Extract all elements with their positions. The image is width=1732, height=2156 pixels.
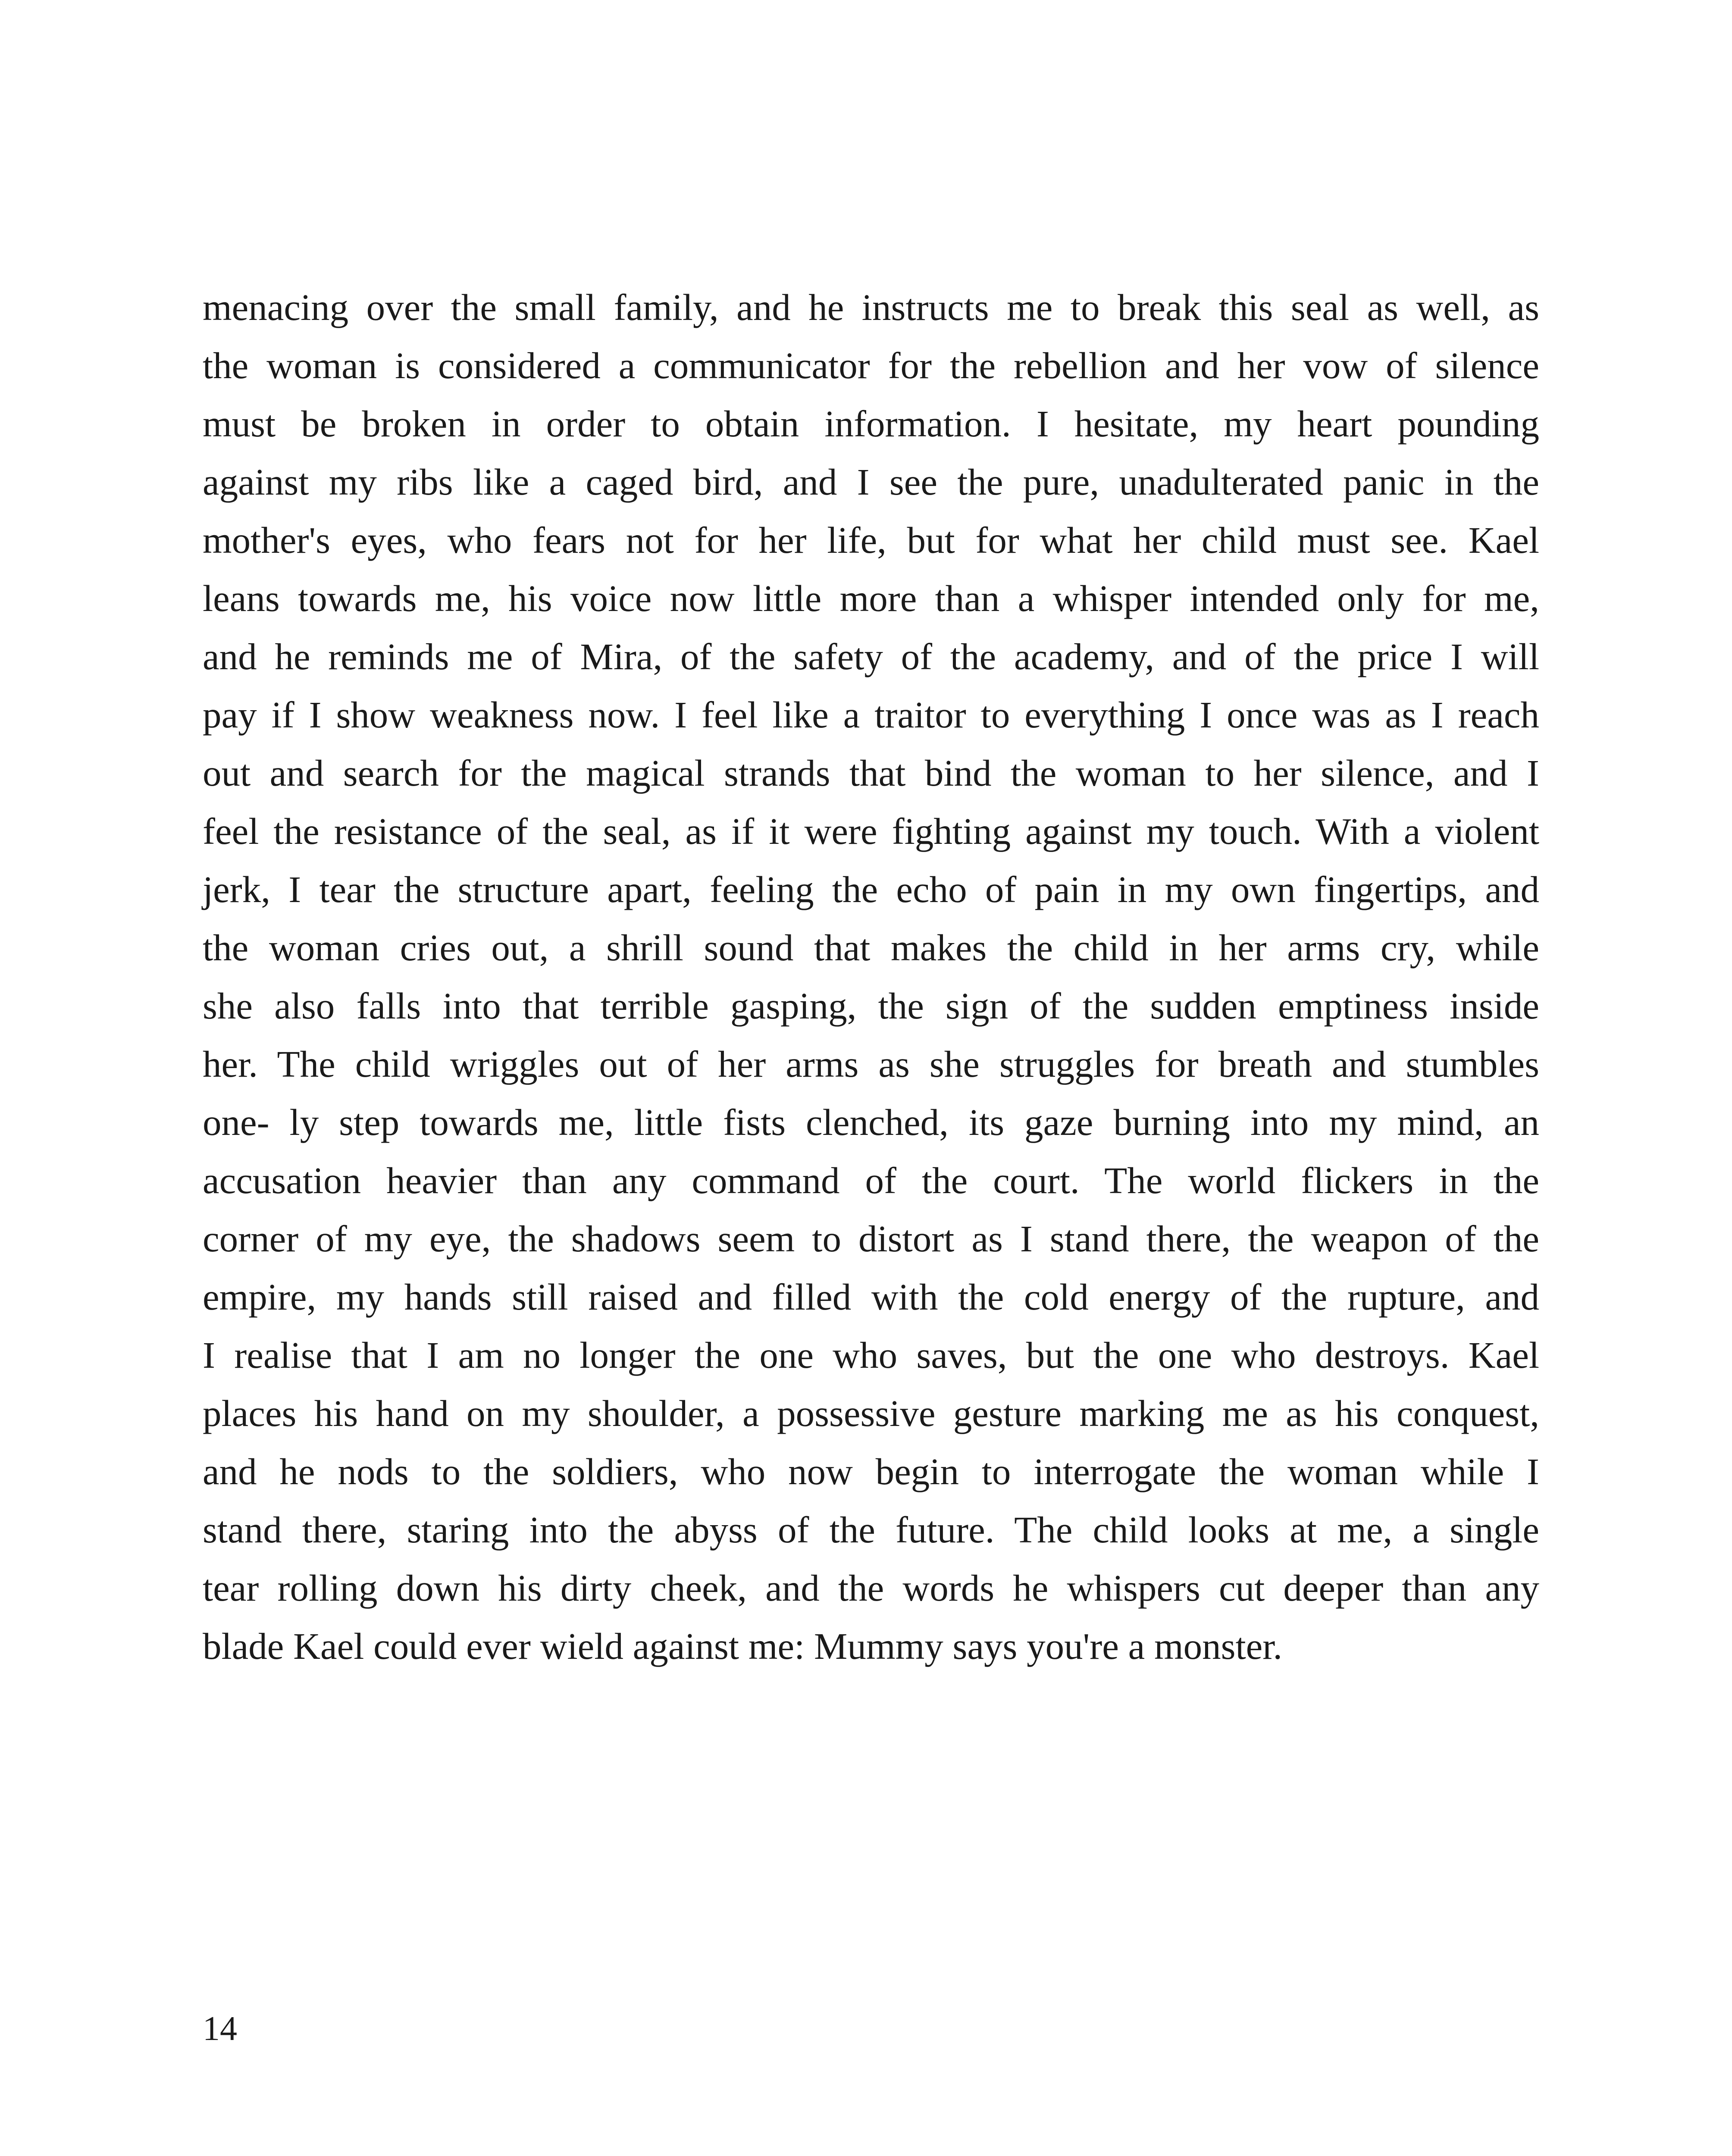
paragraph-line: and he nods to the soldiers, who now begin to interrogate the woman while I [203,1451,1539,1492]
paragraph-line: mother's eyes, who fears not for her life, but for what her child must see. Kael [203,519,1539,561]
page-number: 14 [203,2010,237,2048]
paragraph-line: her. The child wriggles out of her arms as she struggles for breath and stumbles [203,1043,1539,1085]
paragraph-line: tear rolling down his dirty cheek, and the words he whispers cut deeper than any [203,1567,1539,1609]
paragraph-line: accusation heavier than any command of the court. The world flickers in the [203,1159,1539,1201]
paragraph-line: the woman cries out, a shrill sound that makes the child in her arms cry, while [203,927,1539,968]
paragraph-line: and he reminds me of Mira, of the safety of the academy, and of the price I will [203,636,1539,677]
paragraph-line: jerk, I tear the structure apart, feeling the echo of pain in my own fingertips, and [203,868,1539,910]
paragraph-line: leans towards me, his voice now little more than a whisper intended only for me, [203,577,1539,619]
paragraph-line: blade Kael could ever wield against me: Mummy says you're a monster. [203,1625,1283,1667]
paragraph-line: she also falls into that terrible gasping, the sign of the sudden emptiness inside [203,985,1539,1027]
paragraph-line: menacing over the small family, and he instructs me to break this seal as well, as [203,286,1539,328]
paragraph-line: feel the resistance of the seal, as if it were fighting against my touch. With a violent [203,810,1539,852]
paragraph-line: empire, my hands still raised and filled with the cold energy of the rupture, and [203,1276,1539,1318]
paragraph-line: the woman is considered a communicator for the rebellion and her vow of silence [203,345,1539,386]
paragraph-line: I realise that I am no longer the one who saves, but the one who destroys. Kael [203,1334,1539,1376]
paragraph-line: places his hand on my shoulder, a possessive gesture marking me as his conquest, [203,1392,1539,1434]
paragraph-line: pay if I show weakness now. I feel like a traitor to everything I once was as I reach [203,694,1539,736]
paragraph-line: against my ribs like a caged bird, and I see the pure, unadulterated panic in the [203,461,1539,503]
paragraph-line: one- ly step towards me, little fists clenched, its gaze burning into my mind, an [203,1101,1539,1143]
paragraph-line: must be broken in order to obtain information. I hesitate, my heart pounding [203,403,1539,445]
paragraph-line: stand there, staring into the abyss of the future. The child looks at me, a single [203,1509,1539,1551]
paragraph-line: out and search for the magical strands that bind the woman to her silence, and I [203,752,1539,794]
body-paragraph [203,278,1539,1675]
paragraph-line: corner of my eye, the shadows seem to distort as I stand there, the weapon of the [203,1218,1539,1260]
